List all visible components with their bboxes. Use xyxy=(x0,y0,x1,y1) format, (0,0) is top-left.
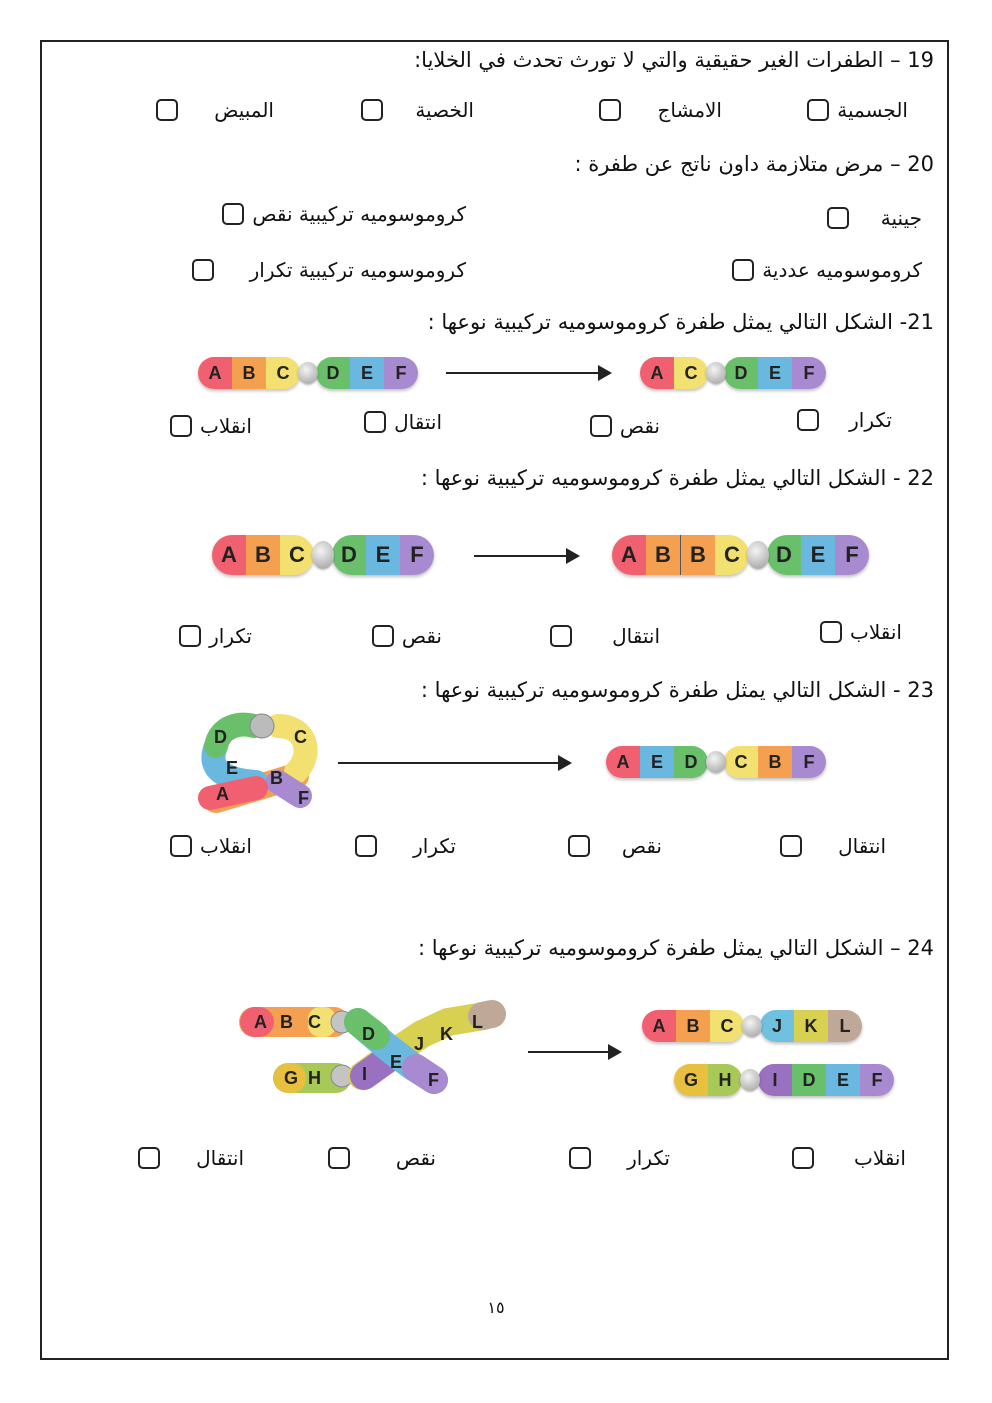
q24-option-3[interactable]: نقص xyxy=(328,1146,436,1170)
centromere xyxy=(740,1069,760,1091)
q23-option-3[interactable]: تكرار xyxy=(355,834,456,858)
gene-G-label: G xyxy=(284,1068,299,1088)
gene-E: E xyxy=(801,535,835,575)
checkbox[interactable] xyxy=(170,415,192,437)
gene-B: B xyxy=(676,1010,710,1042)
gene-A: A xyxy=(612,535,646,575)
gene-D-label: D xyxy=(214,727,227,747)
gene-F-label: F xyxy=(428,1070,439,1090)
gene-F: F xyxy=(792,746,826,778)
checkbox[interactable] xyxy=(792,1147,814,1169)
checkbox[interactable] xyxy=(820,621,842,643)
gene-D: D xyxy=(674,746,708,778)
gene-E-label: E xyxy=(390,1052,403,1072)
checkbox[interactable] xyxy=(590,415,612,437)
gene-A: A xyxy=(640,357,674,389)
gene-K: K xyxy=(794,1010,828,1042)
q24-option-2[interactable]: تكرار xyxy=(569,1146,670,1170)
gene-F: F xyxy=(860,1064,894,1096)
checkbox[interactable] xyxy=(568,835,590,857)
checkbox[interactable] xyxy=(138,1147,160,1169)
checkbox[interactable] xyxy=(797,409,819,431)
gene-G: G xyxy=(674,1064,708,1096)
gene-A: A xyxy=(606,746,640,778)
gene-I: I xyxy=(758,1064,792,1096)
q23-option-4[interactable]: انقلاب xyxy=(170,834,252,858)
gene-D: D xyxy=(724,357,758,389)
gene-F: F xyxy=(400,535,434,575)
question-19: 19 – الطفرات الغير حقيقية والتي لا تورث تحدث في الخلايا: xyxy=(414,48,934,72)
gene-E: E xyxy=(758,357,792,389)
q22-original-chromosome xyxy=(212,535,434,575)
checkbox[interactable] xyxy=(361,99,383,121)
centromere xyxy=(706,751,726,773)
gene-C: C xyxy=(674,357,708,389)
gene-D: D xyxy=(792,1064,826,1096)
q20-option-4[interactable]: كروموسوميه تركيبية تكرار xyxy=(192,258,466,282)
gene-C-label: C xyxy=(308,1012,321,1032)
q23-option-2[interactable]: نقص xyxy=(568,834,662,858)
gene-B: B xyxy=(646,535,680,575)
gene-E-label: E xyxy=(226,758,239,778)
arrow xyxy=(528,1051,620,1053)
question-20: 20 – مرض متلازمة داون ناتج عن طفرة : xyxy=(574,152,934,176)
gene-F: F xyxy=(835,535,869,575)
gene-F: F xyxy=(384,357,418,389)
q21-mutated-chromosome xyxy=(640,357,826,389)
gene-B: B xyxy=(680,535,715,575)
q20-option-1[interactable]: جينية xyxy=(827,206,922,230)
gene-A: A xyxy=(212,535,246,575)
q21-option-4[interactable]: انقلاب xyxy=(170,414,252,438)
gene-D: D xyxy=(316,357,350,389)
q19-option-3[interactable]: الخصية xyxy=(361,98,474,122)
gene-H-label: H xyxy=(308,1068,321,1088)
centromere xyxy=(298,362,318,384)
gene-E: E xyxy=(826,1064,860,1096)
gene-B: B xyxy=(232,357,266,389)
q23-mutated-chromosome xyxy=(606,746,826,778)
checkbox[interactable] xyxy=(355,835,377,857)
gene-C-label: C xyxy=(294,727,307,747)
gene-B: B xyxy=(246,535,280,575)
gene-J: J xyxy=(760,1010,794,1042)
q19-option-4[interactable]: المبيض xyxy=(156,98,274,122)
gene-F-label: F xyxy=(298,788,309,808)
centromere xyxy=(706,362,726,384)
q20-option-3[interactable]: كروموسوميه عددية xyxy=(732,258,922,282)
gene-L-label: L xyxy=(472,1012,483,1032)
page-number: ١٥ xyxy=(487,1298,505,1317)
q22-option-1[interactable]: انقلاب xyxy=(820,620,902,644)
question-21: 21- الشكل التالي يمثل طفرة كروموسوميه تركيبية نوعها : xyxy=(427,310,934,334)
checkbox[interactable] xyxy=(550,625,572,647)
gene-A-label: A xyxy=(216,784,229,804)
q24-option-1[interactable]: انقلاب xyxy=(792,1146,906,1170)
gene-C: C xyxy=(280,535,314,575)
checkbox[interactable] xyxy=(599,99,621,121)
gene-I-label: I xyxy=(362,1064,368,1084)
q19-option-1[interactable]: الجسمية xyxy=(807,98,908,122)
gene-C: C xyxy=(715,535,749,575)
checkbox[interactable] xyxy=(372,625,394,647)
q24-mutated-chromosome-1 xyxy=(642,1010,862,1042)
question-22: 22 - الشكل التالي يمثل طفرة كروموسوميه تركيبية نوعها : xyxy=(420,466,934,490)
q22-option-4[interactable]: تكرار xyxy=(179,624,252,648)
gene-A-label: A xyxy=(254,1012,267,1032)
gene-K-label: K xyxy=(440,1024,453,1044)
checkbox[interactable] xyxy=(732,259,754,281)
q19-option-2[interactable]: الامشاج xyxy=(599,98,722,122)
gene-B: B xyxy=(758,746,792,778)
gene-B-label: B xyxy=(270,768,283,788)
checkbox[interactable] xyxy=(192,259,214,281)
gene-B-label: B xyxy=(280,1012,293,1032)
gene-L: L xyxy=(828,1010,862,1042)
gene-E: E xyxy=(366,535,400,575)
gene-D: D xyxy=(332,535,366,575)
q23-option-1[interactable]: انتقال xyxy=(780,834,886,858)
checkbox[interactable] xyxy=(569,1147,591,1169)
gene-H: H xyxy=(708,1064,742,1096)
gene-A: A xyxy=(642,1010,676,1042)
gene-C: C xyxy=(266,357,300,389)
arrow xyxy=(474,555,578,557)
centromere xyxy=(747,541,769,569)
checkbox[interactable] xyxy=(222,203,244,225)
gene-C: C xyxy=(724,746,758,778)
q24-mutated-chromosome-2 xyxy=(674,1064,894,1096)
checkbox[interactable] xyxy=(156,99,178,121)
gene-E: E xyxy=(350,357,384,389)
checkbox[interactable] xyxy=(780,835,802,857)
arrow xyxy=(446,372,610,374)
gene-F: F xyxy=(792,357,826,389)
q21-option-3[interactable]: انتقال xyxy=(364,410,442,434)
checkbox[interactable] xyxy=(827,207,849,229)
q21-option-2[interactable]: نقص xyxy=(590,414,660,438)
gene-A: A xyxy=(198,357,232,389)
centromere xyxy=(312,541,334,569)
q24-option-4[interactable]: انتقال xyxy=(138,1146,244,1170)
gene-J-label: J xyxy=(414,1034,425,1054)
gene-D: D xyxy=(767,535,801,575)
gene-C: C xyxy=(710,1010,744,1042)
q24-crossing-chromosomes xyxy=(236,996,506,1106)
centromere xyxy=(742,1015,762,1037)
q21-option-1[interactable]: تكرار xyxy=(797,408,892,432)
checkbox[interactable] xyxy=(807,99,829,121)
q20-option-2[interactable]: كروموسوميه تركيبية نقص xyxy=(222,202,466,226)
question-23: 23 - الشكل التالي يمثل طفرة كروموسوميه تركيبية نوعها : xyxy=(420,678,934,702)
question-24: 24 – الشكل التالي يمثل طفرة كروموسوميه تركيبية نوعها : xyxy=(418,936,934,960)
checkbox[interactable] xyxy=(170,835,192,857)
q22-mutated-chromosome xyxy=(612,535,869,575)
gene-D-label: D xyxy=(362,1024,375,1044)
q22-option-2[interactable]: انتقال xyxy=(550,624,660,648)
gene-E: E xyxy=(640,746,674,778)
q22-option-3[interactable]: نقص xyxy=(372,624,442,648)
checkbox[interactable] xyxy=(364,411,386,433)
checkbox[interactable] xyxy=(179,625,201,647)
checkbox[interactable] xyxy=(328,1147,350,1169)
q21-original-chromosome xyxy=(198,357,418,389)
arrow xyxy=(338,762,570,764)
